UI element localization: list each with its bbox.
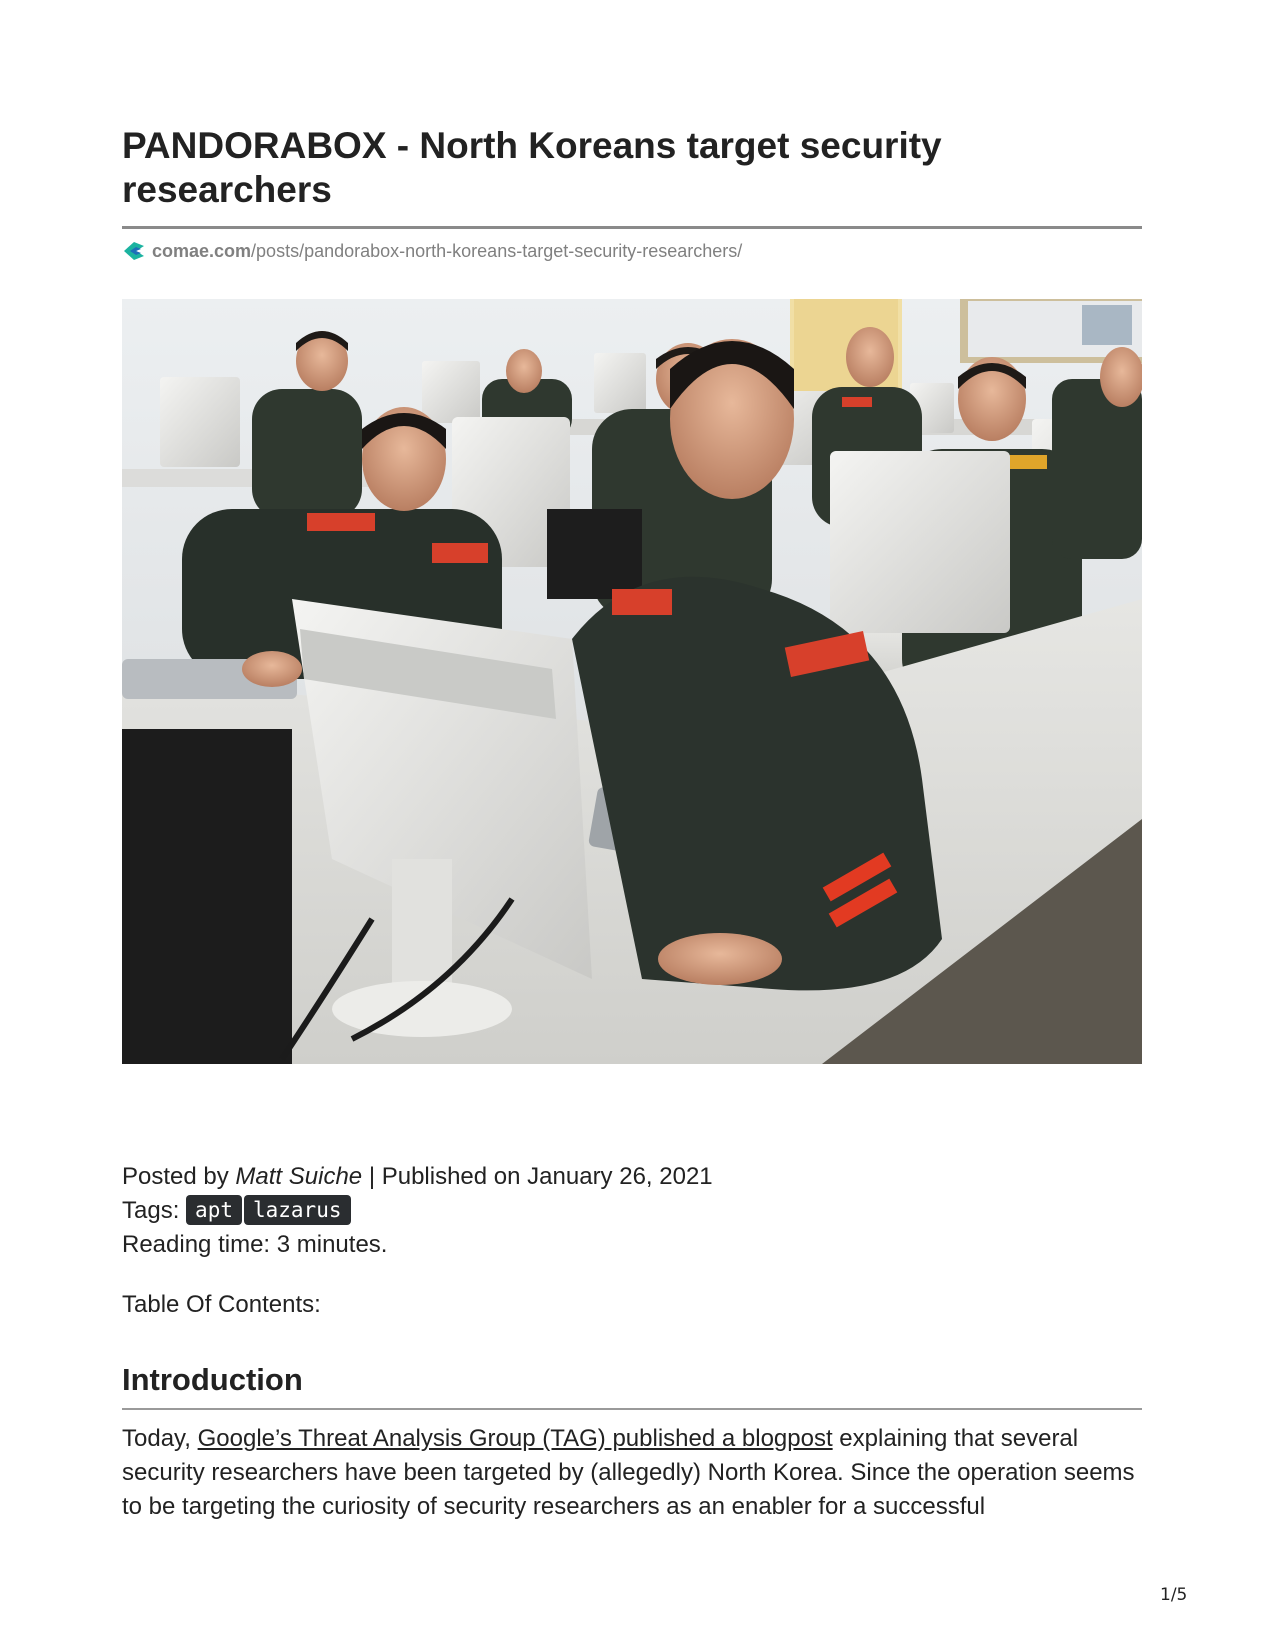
published-label: Published on — [381, 1163, 521, 1190]
title-divider — [122, 226, 1142, 229]
source-domain[interactable]: comae.com — [152, 240, 252, 261]
section-divider — [122, 1408, 1142, 1410]
byline-separator: | — [368, 1163, 376, 1190]
source-url[interactable] — [122, 239, 1142, 263]
comae-logo-icon — [122, 240, 146, 262]
reading-time: Reading time: 3 minutes. — [122, 1231, 388, 1258]
hero-image — [122, 299, 1142, 1064]
intro-prefix: Today, — [122, 1425, 198, 1452]
page-number: 1/5 — [1160, 1585, 1188, 1605]
intro-paragraph — [122, 1422, 1142, 1524]
tags-label: Tags: — [122, 1197, 180, 1224]
tag-lazarus[interactable]: lazarus — [244, 1195, 351, 1225]
byline — [122, 1160, 1142, 1194]
article-title: PANDORABOX - North Koreans target security researchers — [122, 125, 942, 210]
article — [122, 124, 1142, 1548]
published-date: January 26, 2021 — [527, 1163, 713, 1190]
posted-by-label: Posted by — [122, 1163, 229, 1190]
post-meta — [122, 1160, 1142, 1262]
google-tag-blogpost-link[interactable]: Google’s Threat Analysis Group (TAG) published a blogpost — [197, 1425, 833, 1452]
author-name[interactable]: Matt Suiche — [235, 1163, 363, 1190]
tag-apt[interactable]: apt — [186, 1195, 242, 1225]
tags-row — [122, 1194, 1142, 1228]
table-of-contents-label: Table Of Contents: — [122, 1291, 321, 1318]
section-heading-introduction: Introduction — [122, 1362, 303, 1397]
source-path[interactable]: /posts/pandorabox-north-koreans-target-security-researchers/ — [251, 240, 743, 261]
intro-suffix: explaining that several security researchers have been targeted by (allegedly) North Korea. Since the operation seems to be targeting the curiosity of security researchers as an enabler for a successful — [122, 1425, 1135, 1520]
